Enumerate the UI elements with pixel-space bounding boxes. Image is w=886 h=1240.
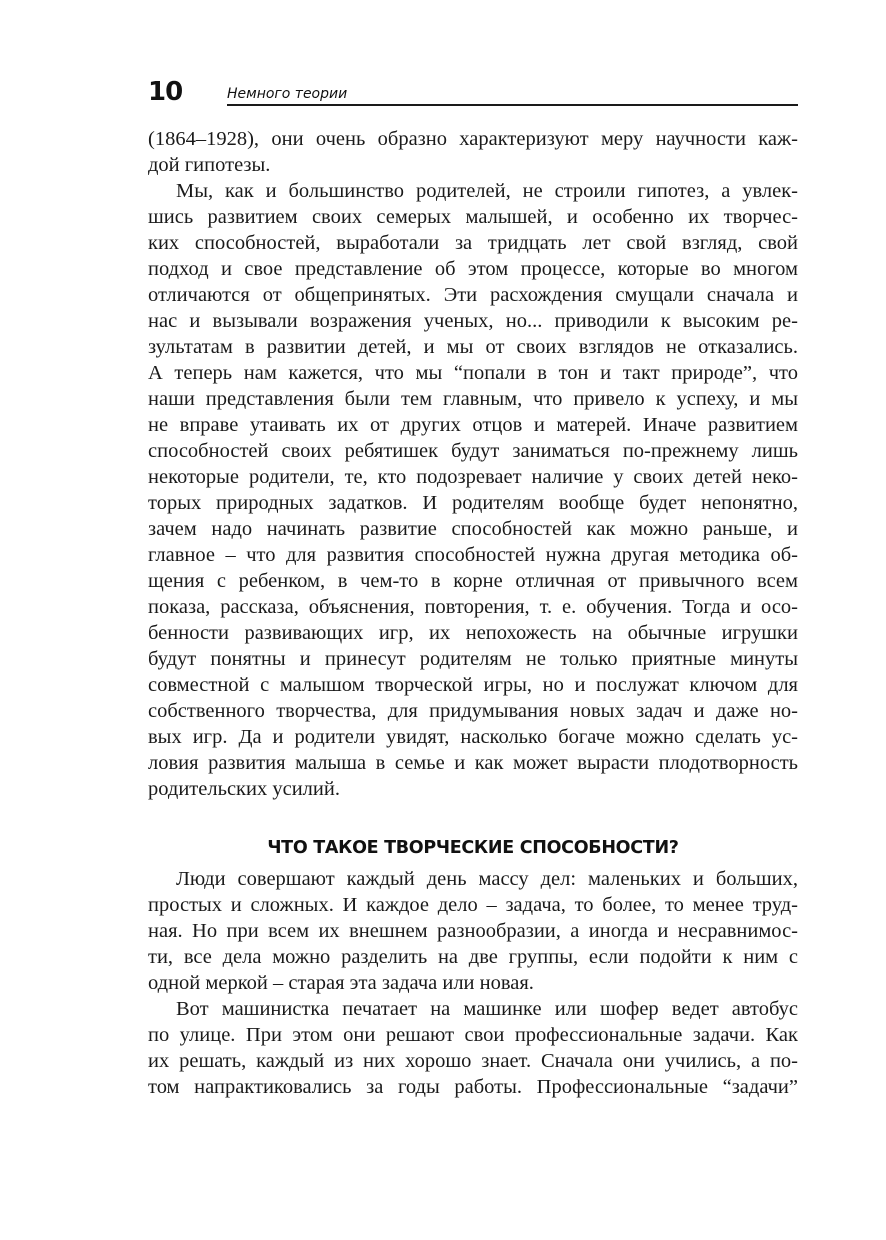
text-line: Мы, как и большинство родителей, не строили гипотез, а увлек- bbox=[176, 180, 798, 202]
text-line: ких способностей, выработали за тридцать лет свой взгляд, свой bbox=[148, 232, 798, 254]
text-line: зачем надо начинать развитие способностей как можно раньше, и bbox=[148, 518, 798, 540]
text-line: будут понятны и принесут родителям не только приятные минуты bbox=[148, 648, 798, 670]
text-line: главное – что для развития способностей нужна другая методика об- bbox=[148, 544, 798, 566]
text-line: показа, рассказа, объяснения, повторения, т. е. обучения. Тогда и осо- bbox=[148, 596, 798, 618]
page-number: 10 bbox=[148, 77, 183, 107]
text-line: наши представления были тем главным, что привело к успеху, и мы bbox=[148, 388, 798, 410]
text-line: ловия развития малыша в семье и как может вырасти плодотворность bbox=[148, 752, 798, 774]
text-line: вых игр. Да и родители увидят, насколько богаче можно сделать ус- bbox=[148, 726, 798, 748]
running-section-title: Немного теории bbox=[227, 86, 348, 102]
text-line: по улице. При этом они решают свои профессиональные задачи. Как bbox=[148, 1024, 798, 1046]
paragraph bbox=[148, 866, 798, 996]
text-line: Люди совершают каждый день массу дел: маленьких и больших, bbox=[176, 868, 798, 890]
running-header bbox=[148, 78, 798, 108]
text-line: совместной с малышом творческой игры, но и послужат ключом для bbox=[148, 674, 798, 696]
text-line: бенности развивающих игр, их непохожесть на обычные игрушки bbox=[148, 622, 798, 644]
text-line: одной меркой – старая эта задача или новая. bbox=[148, 972, 534, 994]
section-heading: ЧТО ТАКОЕ ТВОРЧЕСКИЕ СПОСОБНОСТИ? bbox=[267, 837, 679, 858]
header-rule bbox=[227, 104, 798, 106]
text-line: способностей своих ребятишек будут заниматься по-прежнему лишь bbox=[148, 440, 798, 462]
text-line: их решать, каждый из них хорошо знает. Сначала они учились, а по- bbox=[148, 1050, 798, 1072]
text-line: том напрактиковались за годы работы. Профессиональные “задачи” bbox=[148, 1076, 798, 1098]
text-line: зультатам в развитии детей, и мы от своих взглядов не отказались. bbox=[148, 336, 798, 358]
paragraph bbox=[148, 178, 798, 802]
text-line: простых и сложных. И каждое дело – задача, то более, то менее труд- bbox=[148, 894, 798, 916]
section-2-text bbox=[148, 866, 798, 1100]
paragraph bbox=[148, 996, 798, 1100]
text-line: шись развитием своих семерых малышей, и особенно их творчес- bbox=[148, 206, 798, 228]
text-line: подход и свое представление об этом процессе, которые во многом bbox=[148, 258, 798, 280]
text-line: нас и вызывали возражения ученых, но... приводили к высоким ре- bbox=[148, 310, 798, 332]
text-line: торых природных задатков. И родителям вообще будет непонятно, bbox=[148, 492, 798, 514]
text-line: ная. Но при всем их внешнем разнообразии, а иногда и несравнимос- bbox=[148, 920, 798, 942]
text-line: не вправе утаивать их от других отцов и матерей. Иначе развитием bbox=[148, 414, 798, 436]
text-line: родительских усилий. bbox=[148, 778, 340, 800]
paragraph bbox=[148, 126, 798, 178]
text-line: дой гипотезы. bbox=[148, 154, 271, 176]
text-line: некоторые родители, те, кто подозревает наличие у своих детей неко- bbox=[148, 466, 798, 488]
text-line: собственного творчества, для придумывания новых задач и даже но- bbox=[148, 700, 798, 722]
text-line: ти, все дела можно разделить на две группы, если подойти к ним с bbox=[148, 946, 798, 968]
text-line: отличаются от общепринятых. Эти расхождения смущали сначала и bbox=[148, 284, 798, 306]
text-line: А теперь нам кажется, что мы “попали в тон и такт природе”, что bbox=[148, 362, 798, 384]
text-line: Вот машинистка печатает на машинке или шофер ведет автобус bbox=[176, 998, 798, 1020]
section-1-text bbox=[148, 126, 798, 802]
text-line: щения с ребенком, в чем-то в корне отличная от привычного всем bbox=[148, 570, 798, 592]
text-line: (1864–1928), они очень образно характеризуют меру научности каж- bbox=[148, 128, 798, 150]
